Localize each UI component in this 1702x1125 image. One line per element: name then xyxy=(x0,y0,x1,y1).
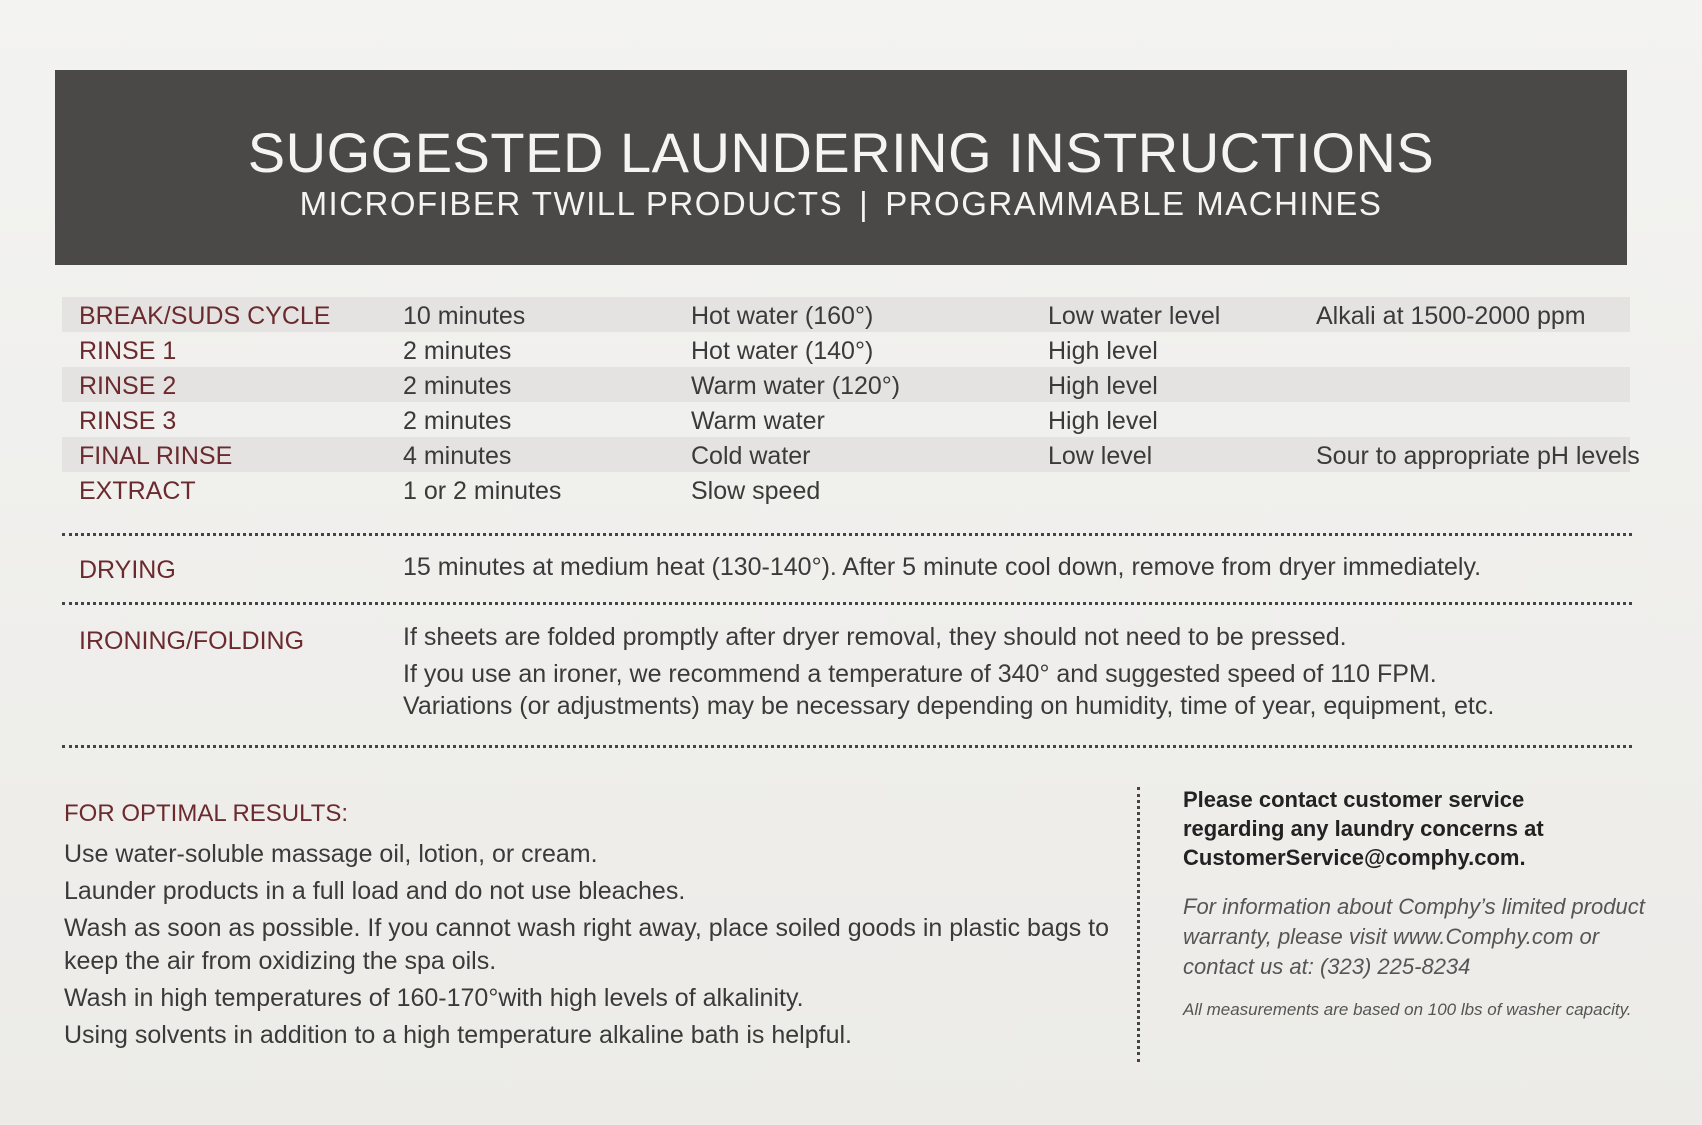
ironing-line: If you use an ironer, we recommend a temperature of 340° and suggested speed of 110 FPM. xyxy=(403,660,1437,688)
contact-section xyxy=(1183,785,1663,1020)
list-item: Wash in high temperatures of 160-170°with high levels of alkalinity. xyxy=(64,984,804,1012)
cycle-temperature: Hot water (140°) xyxy=(691,337,874,365)
dotted-divider xyxy=(62,745,1632,748)
warranty-line: For information about Comphy’s limited product xyxy=(1183,894,1645,919)
cycle-water-level: High level xyxy=(1048,407,1158,435)
cycle-step: FINAL RINSE xyxy=(79,442,233,470)
optimal-results-section xyxy=(64,800,1124,1056)
warranty-line: warranty, please visit www.Comphy.com or xyxy=(1183,924,1600,949)
table-row xyxy=(62,367,1630,402)
warranty-info xyxy=(1183,892,1663,982)
drying-label: DRYING xyxy=(79,556,176,584)
contact-line: regarding any laundry concerns at xyxy=(1183,816,1544,841)
page-subtitle xyxy=(55,185,1627,223)
cycle-time: 1 or 2 minutes xyxy=(403,477,562,505)
cycle-time: 2 minutes xyxy=(403,372,512,400)
subtitle-products: MICROFIBER TWILL PRODUCTS xyxy=(299,185,844,222)
cycle-temperature: Cold water xyxy=(691,442,811,470)
table-row xyxy=(62,297,1630,332)
ironing-line: Variations (or adjustments) may be necessary depending on humidity, time of year, equipment, etc. xyxy=(403,692,1495,720)
cycle-step: RINSE 2 xyxy=(79,372,177,400)
header-banner xyxy=(55,70,1627,265)
cycle-temperature: Hot water (160°) xyxy=(691,302,874,330)
ironing-line: If sheets are folded promptly after dryer removal, they should not need to be pressed. xyxy=(403,623,1347,651)
table-row xyxy=(62,402,1630,437)
contact-email: CustomerService@comphy.com. xyxy=(1183,845,1526,870)
cycle-temperature: Warm water xyxy=(691,407,825,435)
drying-text: 15 minutes at medium heat (130-140°). After 5 minute cool down, remove from dryer immediately. xyxy=(403,553,1482,581)
page-title: SUGGESTED LAUNDERING INSTRUCTIONS xyxy=(247,121,1435,184)
cycle-time: 4 minutes xyxy=(403,442,512,470)
capacity-note: All measurements are based on 100 lbs of washer capacity. xyxy=(1183,1000,1632,1019)
cycle-water-level: Low level xyxy=(1048,442,1153,470)
subtitle-machines: PROGRAMMABLE MACHINES xyxy=(885,185,1383,222)
cycle-chemical: Sour to appropriate pH levels xyxy=(1316,442,1640,470)
table-row xyxy=(62,332,1630,367)
cycle-step: BREAK/SUDS CYCLE xyxy=(79,302,331,330)
cycle-step: RINSE 3 xyxy=(79,407,177,435)
cycle-time: 10 minutes xyxy=(403,302,526,330)
cycle-time: 2 minutes xyxy=(403,407,512,435)
dotted-divider xyxy=(62,602,1632,605)
wash-cycle-table xyxy=(62,297,1640,507)
cycle-chemical: Alkali at 1500-2000 ppm xyxy=(1316,302,1586,330)
subtitle-separator: | xyxy=(859,185,870,222)
list-item: Use water-soluble massage oil, lotion, or cream. xyxy=(64,840,598,868)
dotted-divider xyxy=(62,533,1632,536)
cycle-time: 2 minutes xyxy=(403,337,512,365)
table-row xyxy=(62,472,1630,507)
cycle-water-level: High level xyxy=(1048,372,1158,400)
cycle-water-level: High level xyxy=(1048,337,1158,365)
contact-line: Please contact customer service xyxy=(1183,787,1525,812)
cycle-temperature: Slow speed xyxy=(691,477,821,505)
cycle-water-level: Low water level xyxy=(1048,302,1221,330)
cycle-step: EXTRACT xyxy=(79,477,196,505)
warranty-phone: contact us at: (323) 225-8234 xyxy=(1183,954,1471,979)
optimal-results-heading: FOR OPTIMAL RESULTS: xyxy=(64,800,349,827)
list-item: Using solvents in addition to a high temperature alkaline bath is helpful. xyxy=(64,1021,852,1049)
cycle-temperature: Warm water (120°) xyxy=(691,372,901,400)
ironing-label: IRONING/FOLDING xyxy=(79,627,305,655)
list-item: Wash as soon as possible. If you cannot wash right away, place soiled goods in plastic bags to keep the air from oxidizing the spa oils. xyxy=(64,914,1110,975)
cycle-step: RINSE 1 xyxy=(79,337,177,365)
vertical-dotted-divider xyxy=(1137,787,1140,1062)
table-row xyxy=(62,437,1640,472)
list-item: Launder products in a full load and do not use bleaches. xyxy=(64,877,686,905)
